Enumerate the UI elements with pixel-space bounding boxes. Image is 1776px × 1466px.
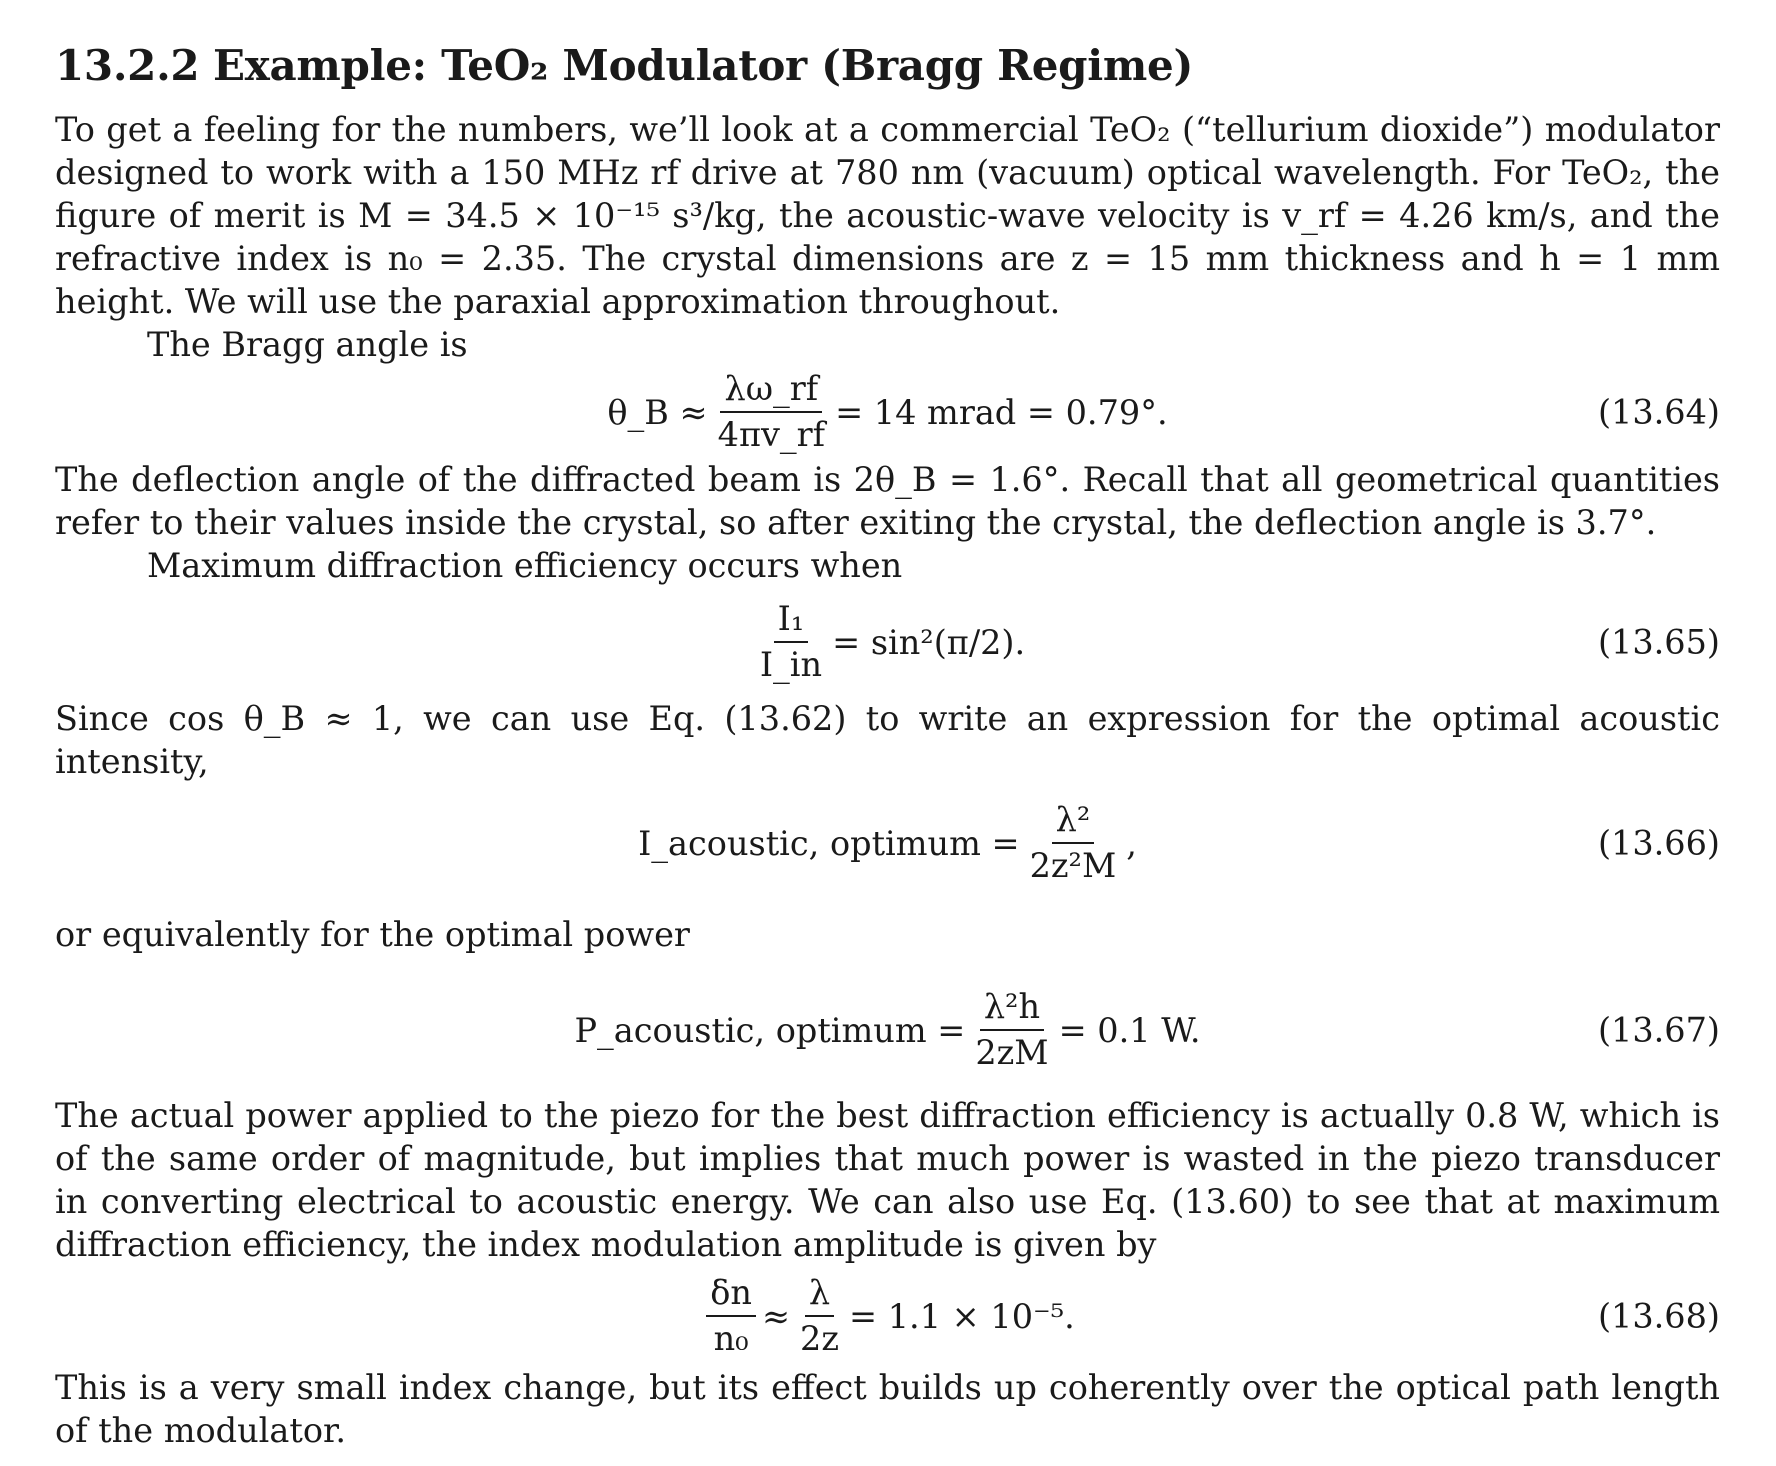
eq-fraction: [714, 369, 829, 455]
paragraph-intro: To get a feeling for the numbers, we’ll look at a commercial TeO₂ (“tellurium dioxide”) modulator designed to work with a 150 MHz rf drive at 780 nm (vacuum) optical wavelength. For TeO₂, the figure of merit is M = 34.5 × 10⁻¹⁵ s³/kg, the acoustic-wave velocity is v_rf = 4.26 km/s, and the refractive index is n₀ = 2.35. The crystal dimensions are z = 15 mm thickness and h = 1 mm height. We will use the paraxial approximation throughout.: [55, 110, 1720, 321]
eq-denominator: I_in: [759, 645, 823, 684]
paragraph-deflection: The deflection angle of the diffracted beam is 2θ_B = 1.6°. Recall that all geometrical quantities refer to their values inside the crystal, so after exiting the crystal, the deflection angle is 3.7°.: [55, 460, 1720, 542]
eq-rhs: = 14 mrad = 0.79°.: [835, 392, 1168, 432]
eq-numerator: λω_rf: [720, 369, 822, 413]
eq-lhs: θ_B ≈: [607, 392, 708, 432]
eq-rhs: = sin²(π/2).: [832, 622, 1026, 662]
equation-number: (13.64): [1597, 392, 1720, 432]
eq-denominator: 2zM: [975, 1033, 1049, 1072]
paragraph-acoustic-intensity: Since cos θ_B ≈ 1, we can use Eq. (13.62) to write an expression for the optimal acoustic intensity,: [55, 699, 1720, 781]
eq-fraction-dn: [706, 1273, 756, 1359]
eq-denominator: 2z²M: [1029, 846, 1117, 885]
equation-13-64: [55, 366, 1720, 458]
eq-numerator: λ²: [1052, 800, 1095, 844]
eq-lhs: P_acoustic, optimum =: [574, 1010, 966, 1050]
section-number: 13.2.2: [55, 41, 200, 90]
equation-13-68: [55, 1266, 1720, 1366]
equation-number: (13.65): [1597, 622, 1720, 662]
eq-denominator: 2z: [800, 1319, 840, 1358]
section-title: Example: TeO₂ Modulator (Bragg Regime): [213, 41, 1194, 90]
eq-numerator: λ²h: [980, 987, 1044, 1031]
eq-fraction: [756, 599, 826, 685]
eq-rhs: ,: [1126, 823, 1137, 863]
eq-denominator: 4πv_rf: [717, 415, 826, 454]
equation-13-66: [55, 783, 1720, 903]
section-heading: [55, 38, 1720, 94]
equation-number: (13.68): [1597, 1296, 1720, 1336]
paragraph-conclusion: This is a very small index change, but its effect builds up coherently over the optical path length of the modulator.: [55, 1368, 1720, 1450]
eq-fraction: [1026, 800, 1121, 886]
eq-fraction-lambda: [796, 1273, 843, 1359]
eq-rhs: = 1.1 × 10⁻⁵.: [849, 1296, 1075, 1336]
eq-numerator: λ: [805, 1273, 834, 1317]
paragraph-actual-power: The actual power applied to the piezo for the best diffraction efficiency is actually 0.8 W, which is of the same order of magnitude, but implies that much power is wasted in the piezo transducer in converting electrical to acoustic energy. We can also use Eq. (13.60) to see that at maximum diffraction efficiency, the index modulation amplitude is given by: [55, 1096, 1720, 1264]
page: [55, 38, 1720, 1452]
eq-numerator: I₁: [774, 599, 809, 643]
paragraph-bragg-angle: The Bragg angle is: [147, 325, 468, 364]
equation-number: (13.66): [1597, 823, 1720, 863]
equation-13-67: [55, 970, 1720, 1090]
paragraph-optimal-power: or equivalently for the optimal power: [55, 915, 690, 954]
eq-fraction: [971, 987, 1052, 1073]
eq-approx: ≈: [761, 1296, 791, 1336]
eq-denominator: n₀: [713, 1319, 749, 1358]
paragraph-max-efficiency: Maximum diffraction efficiency occurs when: [147, 546, 903, 585]
equation-number: (13.67): [1597, 1010, 1720, 1050]
eq-rhs: = 0.1 W.: [1058, 1010, 1201, 1050]
eq-lhs: I_acoustic, optimum =: [638, 823, 1020, 863]
eq-numerator: δn: [706, 1273, 756, 1317]
equation-13-65: [55, 587, 1720, 697]
